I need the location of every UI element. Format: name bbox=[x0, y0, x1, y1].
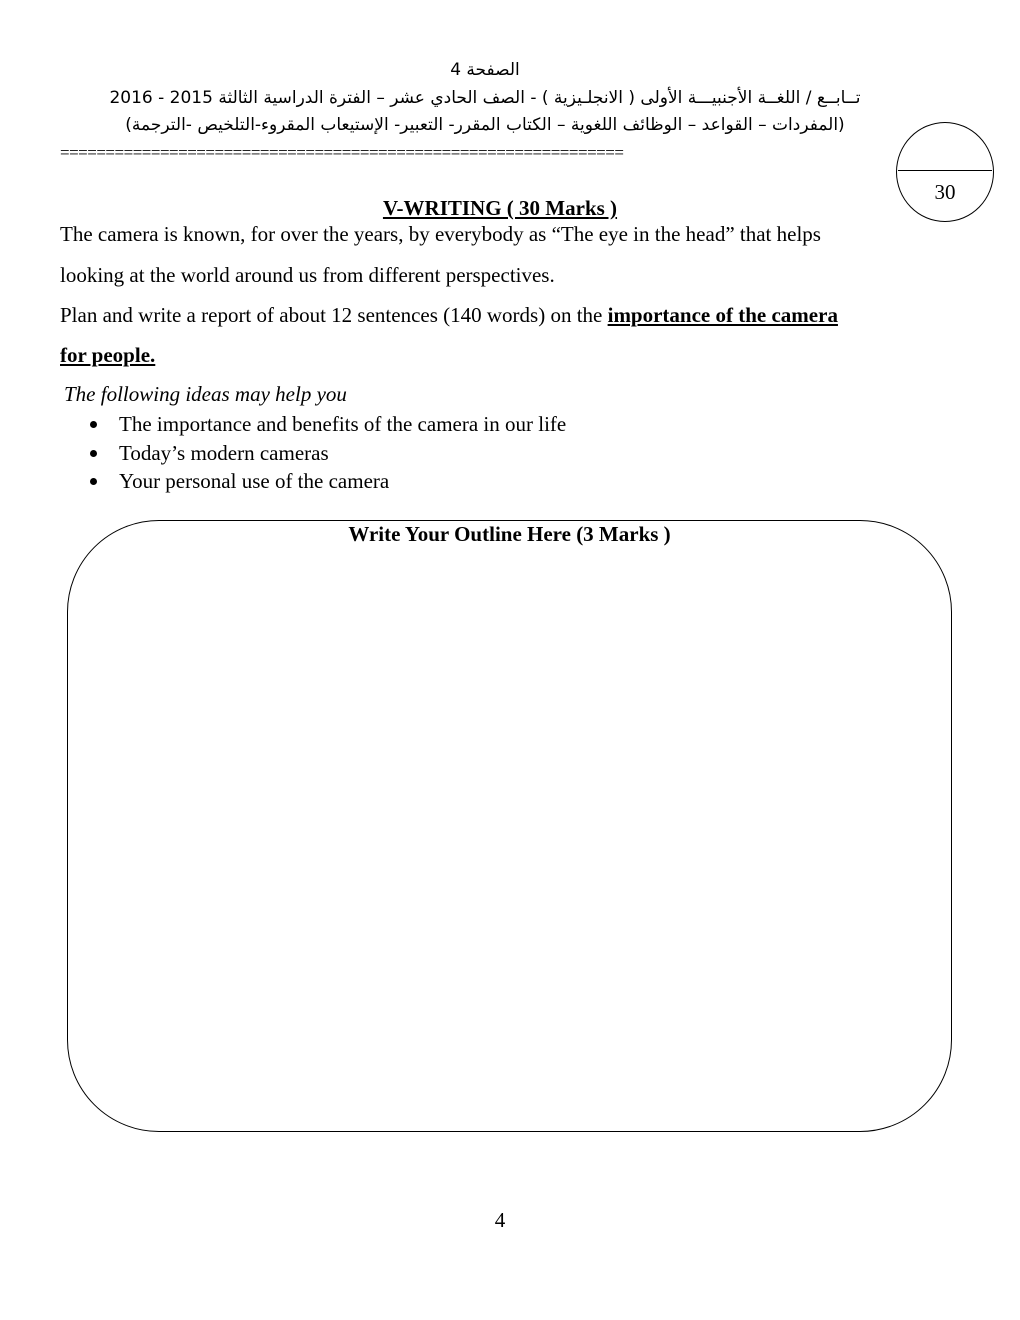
ideas-list bbox=[88, 410, 566, 496]
idea-text: Your personal use of the camera bbox=[119, 469, 390, 493]
bullet-icon bbox=[90, 421, 97, 428]
prompt-line-2: looking at the world around us from different perspectives. bbox=[60, 263, 555, 287]
page-number: 4 bbox=[494, 1208, 506, 1232]
header-divider: ============================================================== bbox=[60, 146, 624, 160]
bullet-icon bbox=[90, 478, 97, 485]
idea-item bbox=[88, 410, 566, 439]
header-course-line: تــابــع / اللغــة الأجنبيـــة الأولى ( الانجلـيزية ) - الصف الحادي عشر – الفترة الدراسية الثالثة 2015 - 2016 bbox=[109, 88, 861, 108]
report-topic-part-2: for people. bbox=[60, 343, 156, 367]
idea-item bbox=[88, 439, 566, 468]
bullet-icon bbox=[90, 450, 97, 457]
idea-text: The importance and benefits of the camera in our life bbox=[119, 412, 567, 436]
outline-title: Write Your Outline Here (3 Marks ) bbox=[348, 522, 671, 546]
prompt-line-3 bbox=[60, 303, 838, 328]
idea-item bbox=[88, 467, 566, 496]
header-skills-line: (المفردات – القواعد – الوظائف اللغوية – الكتاب المقرر- التعبير- الإستيعاب المقروء-التلخيص -الترجمة) bbox=[125, 115, 845, 135]
report-topic-part-1: importance of the camera bbox=[607, 303, 838, 327]
score-circle-divider bbox=[898, 170, 992, 171]
prompt-line-3-text: Plan and write a report of about 12 sentences (140 words) on the bbox=[60, 303, 608, 327]
score-value: 30 bbox=[934, 180, 956, 204]
prompt-line-1: The camera is known, for over the years, by everybody as “The eye in the head” that helps bbox=[60, 222, 821, 246]
ideas-hint: The following ideas may help you bbox=[64, 382, 347, 406]
outline-box[interactable] bbox=[67, 520, 952, 1132]
idea-text: Today’s modern cameras bbox=[119, 440, 329, 465]
section-title: V-WRITING ( 30 Marks ) bbox=[382, 196, 618, 220]
header-page-label: الصفحة 4 bbox=[450, 60, 520, 80]
